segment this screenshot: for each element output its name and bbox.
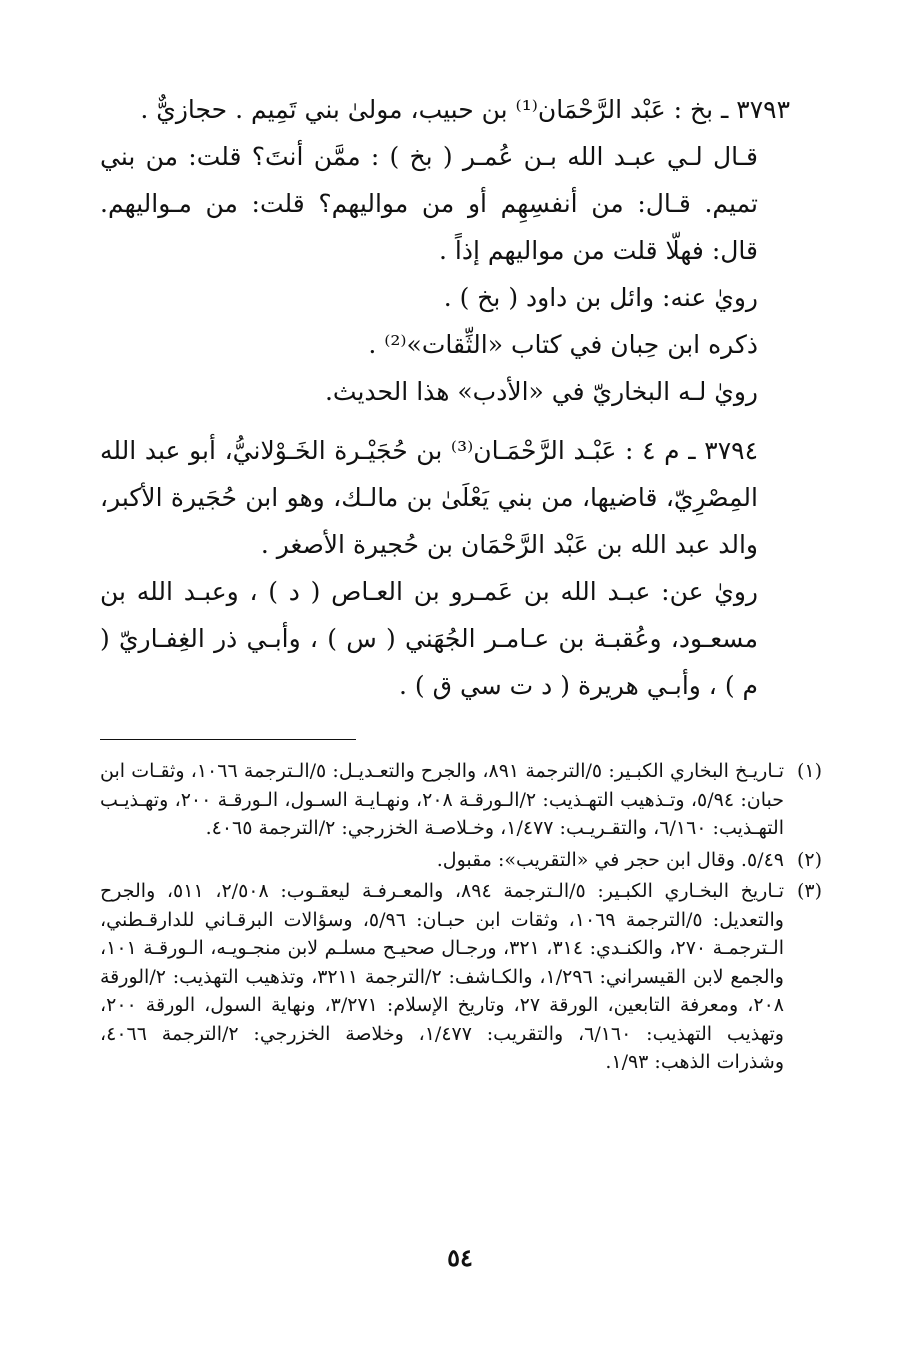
entry-3793-ibn-hibban: ذكره ابن حِبان في كتاب «الثِّقات»⁽²⁾ . (368, 330, 758, 359)
entry-3793-paragraph: قـال لـي عبـد الله بـن عُمـر ( بخ ) : ممَّن أنتَ؟ قلت: من بني تميم. قـال: من أنفسِهِم أو من مواليهم؟ قلت: من مـواليهم. قال: فهلّا قلت من مواليهم إذاً . (100, 142, 758, 265)
entry-3794-heading: ٣٧٩٤ ـ م ٤ : عَبْـد الرَّحْمَـان⁽³⁾ بن حُجَيْـرة الخَـوْلانيُّ، أبو عبد الله المِصْرِيّ، قاضيها، من بني يَعْلَىٰ بن مالـك، وهو ابن حُجَيرة الأكبر، والد عبد الله بن عَبْد الرَّحْمَان بن حُجيرة الأصغر . (100, 436, 758, 559)
footnote-text: تـاريخ البخـاري الكبـير: ٥/الـترجمة ٨٩٤، والمعـرفـة ليعقـوب: ٢/٥٠٨، ٥١١، والجرح والتعديل: ٥/الترجمة ١٠٦٩، وثقات ابن حبـان: ٥/٩٦، وسؤالات البرقـاني للدارقـطني، الـترجمـة ٢٧٠، والكنـدي: ٣١٤، ٣٢١، ورجـال صحيـح مسلـم لابن منجـويـه، الـورقـة ١٠١، والجمع لابن القيسراني: ١/٢٩٦، والكـاشف: ٢/الترجمة ٣٢١١، وتذهيب التهذيب: ٢/الورقة ٢٠٨، ومعرفة التابعين، الورقة ٢٧، وتاريخ الإسلام: ٣/٢٧١، ونهاية السول، الورقة ٢٠٠، وتهذيب التهذيب: ٦/١٦٠، والتقريب: ١/٤٧٧، وخلاصة الخزرجي: ٢/الترجمة ٤٠٦٦، وشذرات الذهب: ١/٩٣. (100, 880, 784, 1073)
footnote-1 (100, 757, 822, 843)
footnotes (100, 757, 822, 1080)
main-text (100, 86, 790, 709)
footnote-marker: (٣) (796, 880, 822, 902)
footnote-text: ٥/٤٩. وقال ابن حجر في «التقريب»: مقبول. (436, 848, 784, 871)
footnote-marker: (٢) (796, 848, 822, 871)
entry-3794-narrated-from: رويٰ عن: عبـد الله بن عَمـرو بن العـاص ( د ) ، وعبـد الله بن مسعـود، وعُقبـة بن عـامـر الجُهَني ( س ) ، وأبـي ذر الغِفـاريّ ( م ) ، وأبـي هريرة ( د ت سي ق ) . (100, 577, 758, 700)
entry-3793-narrators: رويٰ عنه: وائل بن داود ( بخ ) . (443, 283, 758, 312)
footnote-divider (100, 739, 356, 740)
footnote-3 (100, 877, 822, 1077)
footnote-2 (100, 846, 822, 875)
footnote-text: تـاريـخ البخاري الكبـير: ٥/الترجمة ٨٩١، والجرح والتعـديـل: ٥/الـترجمة ١٠٦٦، وثقـات ابن حبان: ٥/٩٤، وتـذهيب التهـذيب: ٢/الـورقـة ٢٠٨، ونهـايـة السـول، الـورقـة ٢٠٠، وتهـذيـب التهـذيب: ٦/١٦٠، والتقـريـب: ١/٤٧٧، وخـلاصـة الخزرجي: ٢/الترجمة ٤٠٦٥. (100, 760, 784, 839)
footnote-marker: (١) (796, 760, 822, 782)
entry-3793-heading: ٣٧٩٣ ـ بخ : عَبْد الرَّحْمَان⁽¹⁾ بن حبيب، مولىٰ بني تَمِيم . حجازيٌّ . (140, 95, 790, 124)
entry-3793-bukhari-adab: رويٰ لـه البخاريّ في «الأدب» هذا الحديث. (324, 377, 758, 406)
page-number: ٥٤ (447, 1243, 473, 1272)
